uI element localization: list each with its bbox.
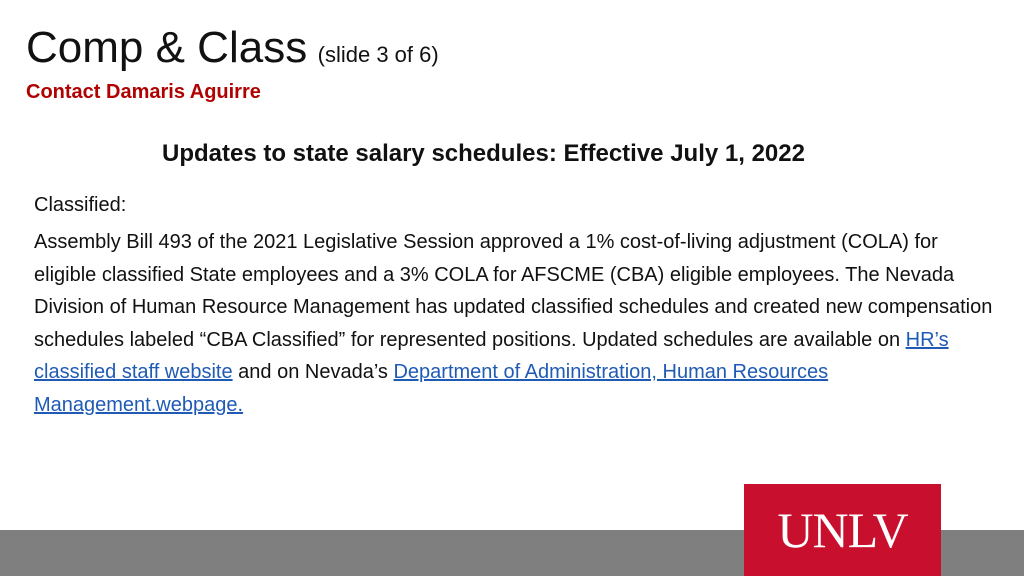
body-mid-text: and on Nevada’s xyxy=(232,361,394,384)
body-paragraph xyxy=(34,226,996,422)
hr-classified-staff-link[interactable]: HR’s classified staff website xyxy=(34,328,949,384)
unlv-logo xyxy=(744,484,941,576)
slide-title xyxy=(26,23,439,72)
slide-title-main: Comp & Class xyxy=(26,23,308,72)
section-heading: Updates to state salary schedules: Effective July 1, 2022 xyxy=(162,140,805,167)
body-intro-text: Assembly Bill 493 of the 2021 Legislative Session approved a 1% cost-of-living adjustment (COLA) for eligible classified State employees and a 3% COLA for AFSCME (CBA) eligible employees. The Nevada Division of Human Resource Management has updated classified schedules and created new compensation schedules labeled “CBA Classified” for represented positions. Updated schedules are available on xyxy=(34,231,993,351)
classified-label: Classified: xyxy=(34,194,127,216)
unlv-logo-text: UNLV xyxy=(777,502,908,558)
slide-indicator: (slide 3 of 6) xyxy=(317,42,439,67)
dept-admin-hr-link[interactable]: Department of Administration, Human Resources Management.webpage. xyxy=(34,361,829,416)
contact-line: Contact Damaris Aguirre xyxy=(26,81,261,103)
